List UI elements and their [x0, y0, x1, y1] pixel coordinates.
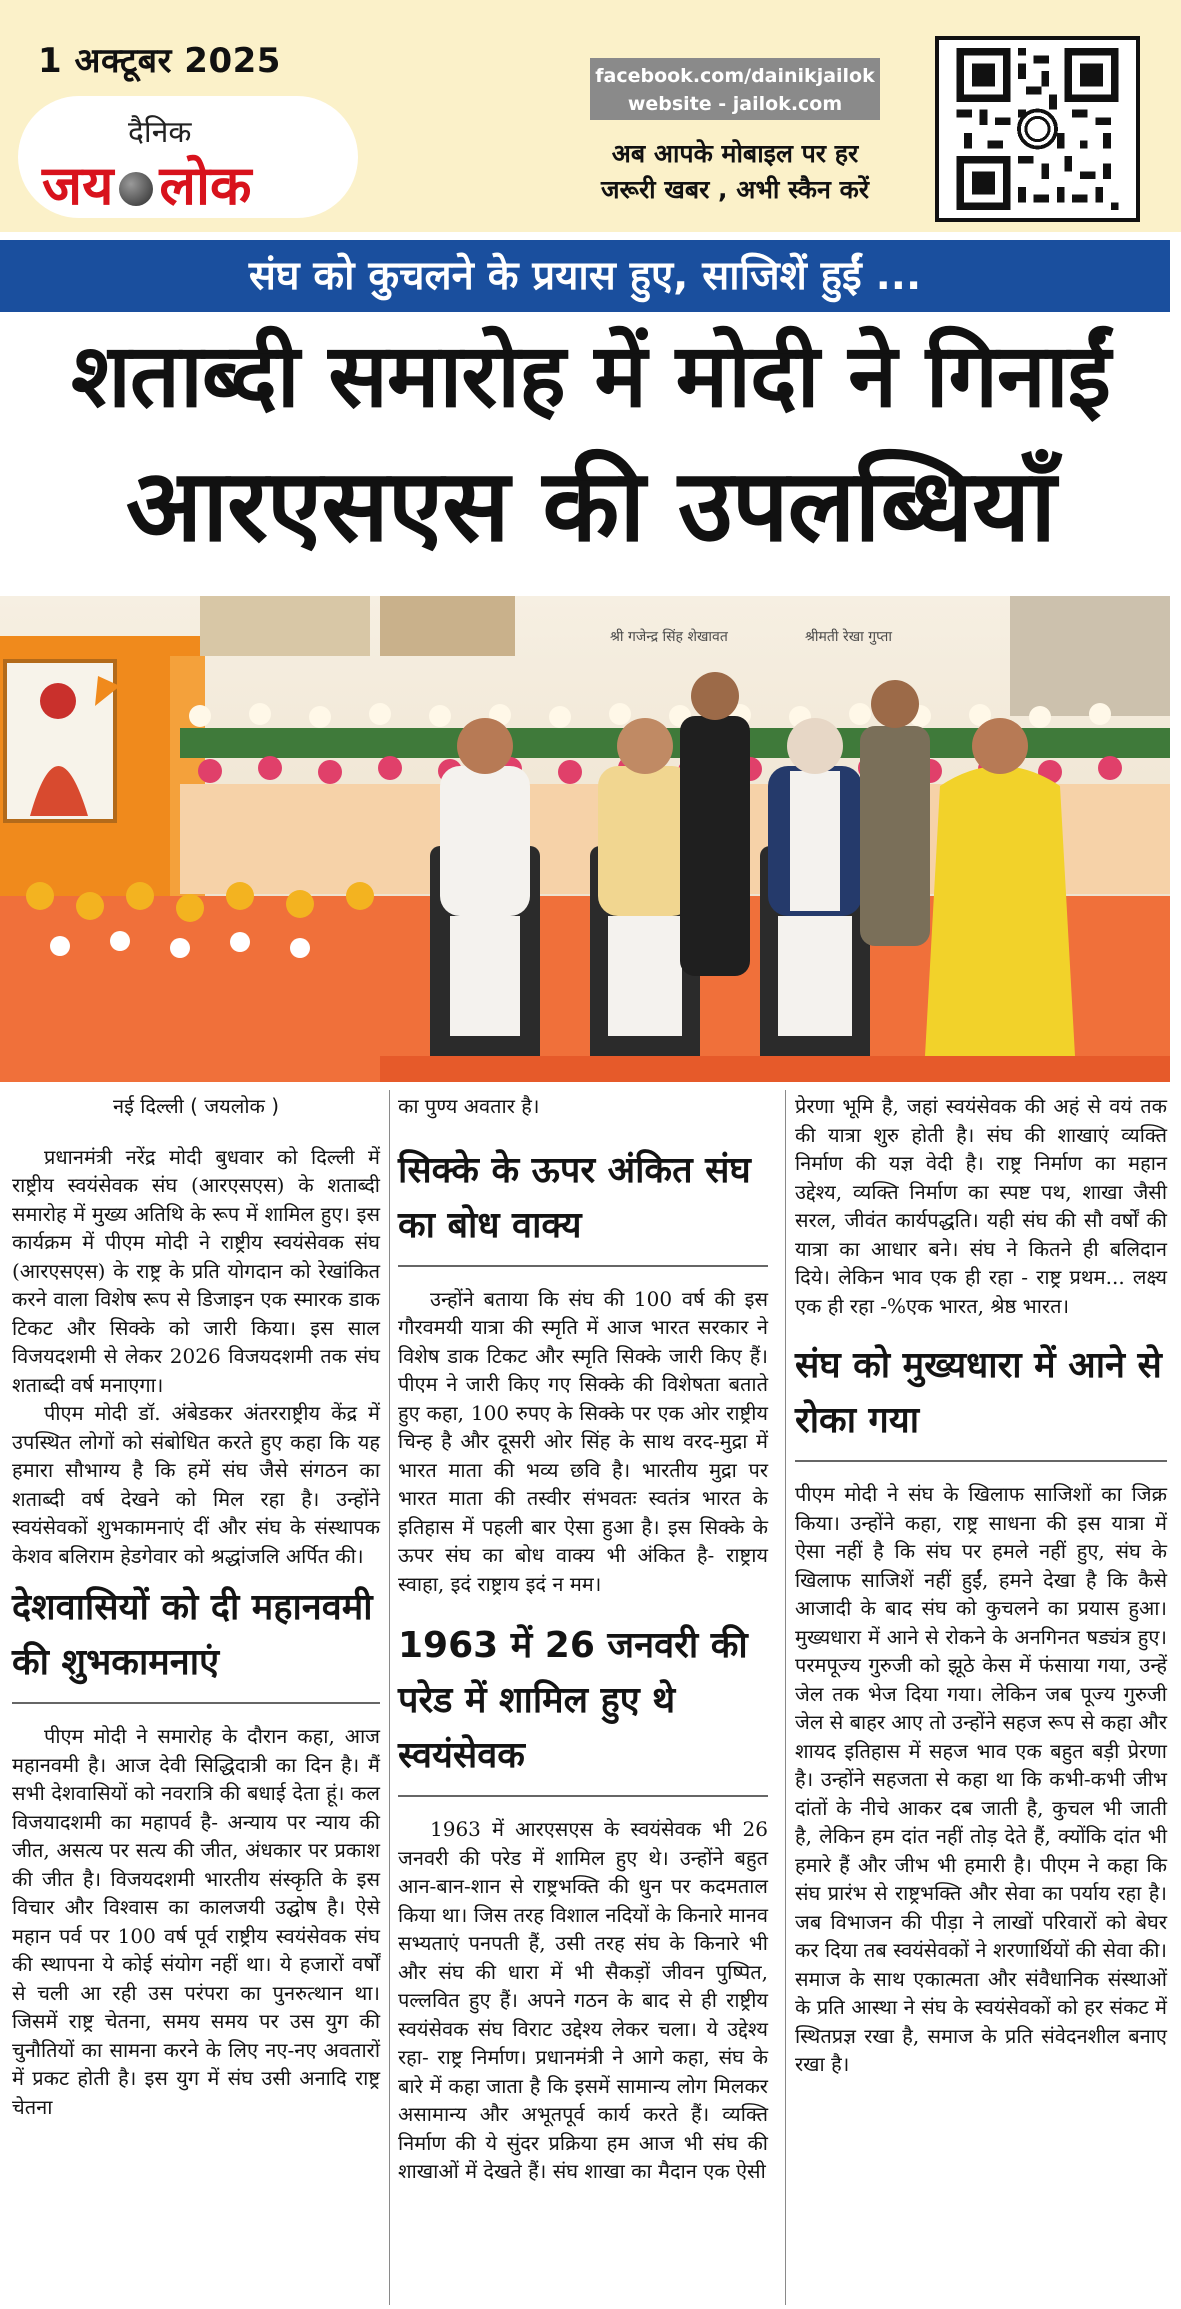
photo-caption-right: श्रीमती रेखा गुप्ता: [805, 629, 893, 645]
logo-word-jai: जय: [42, 154, 114, 217]
subheading-parade: 1963 में 26 जनवरी की परेड में शामिल हुए थे स्वयंसेवक: [398, 1618, 768, 1797]
column-divider-2: [785, 1090, 786, 2305]
social-links-box: [590, 58, 880, 120]
issue-date: 1 अक्टूबर 2025: [38, 41, 281, 81]
paragraph: पीएम मोदी ने समारोह के दौरान कहा, आज महानवमी है। आज देवी सिद्धिदात्री का दिन है। मैं सभी देशवासियों को नवरात्रि की बधाई देता हूं। कल विजयादशमी का महापर्व है- अन्याय पर न्याय की जीत, असत्य पर सत्य की जीत, अंधकार पर प्रकाश की जीत है। विजयदशमी भारतीय संस्कृति के इस विचार और विश्वास का कालजयी उद्घोष है। ऐसे महान पर्व पर 100 वर्ष पूर्व राष्ट्रीय स्वयंसेवक संघ की स्थापना ये कोई संयोग नहीं था। ये हजारों वर्षों से चली आ रही उस परंपरा का पुनरुत्थान था। जिसमें राष्ट्र चेतना, समय समय पर उस युग की चुनौतियों का सामना करने के लिए नए-नए अवतारों में प्रकट होती है। इस युग में संघ उसी अनादि राष्ट्र चेतना: [12, 1724, 380, 2119]
paragraph: प्रधानमंत्री नरेंद्र मोदी बुधवार को दिल्ली में राष्ट्रीय स्वयंसेवक संघ (आरएसएस) के शताब्दी समारोह में मुख्य अतिथि के रूप में शामिल हुए। इस कार्यक्रम में पीएम मोदी ने राष्ट्रीय स्वयंसेवक संघ (आरएसएस) के राष्ट्र के प्रति योगदान को रेखांकित करने वाला विशेष रूप से डिजाइन एक स्मारक डाक टिकट और सिक्के को जारी किया। इस साल विजयदशमी से लेकर 2026 विजयदशमी तक संघ शताब्दी वर्ष मनाएगा।: [12, 1144, 380, 1397]
logo-word-lok: लोक: [159, 154, 252, 217]
scan-prompt-line2: जरूरी खबर , अभी स्कैन करें: [600, 175, 870, 204]
paragraph: पीएम मोदी ने संघ के खिलाफ साजिशों का जिक्र किया। उन्होंने कहा, राष्ट्र साधना की इस यात्रा में ऐसा नहीं है कि संघ पर हमले नहीं हुए, संघ के खिलाफ साजिशें नहीं हुईं, हमने देखा है कि कैसे आजादी के बाद संघ को कुचलने का प्रयास हुआ। मुख्यधारा में आने से रोकने के अनगिनत षड्यंत्र हुए। परमपूज्य गुरुजी को झूठे केस में फंसाया गया, उन्हें जेल तक भेज दिया गया। लेकिन जब पूज्य गुरुजी जेल से बाहर आए तो उन्होंने सहज रूप से कहा और शायद इतिहास में सहज भाव एक बहुत बड़ी प्रेरणा है। उन्होंने सहजता से कहा था कि कभी-कभी जीभ दांतों के नीचे आकर दब जाती है, कुचल भी जाती है, लेकिन हम दांत नहीं तोड़ देते हैं, क्योंकि दांत भी हमारे हैं और जीभ भी हमारी है। पीएम ने कहा कि संघ प्रारंभ से राष्ट्रभक्ति और सेवा का पर्याय रहा है। जब विभाजन की पीड़ा ने लाखों परिवारों को बेघर कर दिया तब स्वयंसेवकों ने शरणार्थियों की सेवा की। समाज के साथ एकात्मता और संवैधानिक संस्थाओं के प्रति आस्था ने संघ के स्वयंसेवकों को हर संकट में स्थितप्रज्ञ रखा है, समाज के प्रति संवेदनशील बनाए रखा है।: [795, 1482, 1168, 2076]
qr-code-icon[interactable]: [935, 36, 1140, 222]
column-divider-1: [389, 1090, 390, 2305]
subheading-coin: सिक्के के ऊपर अंकित संघ का बोध वाक्य: [398, 1143, 768, 1267]
main-headline: [0, 316, 1181, 576]
newspaper-logo[interactable]: [18, 96, 358, 218]
facebook-link[interactable]: facebook.com/dainikjailok: [595, 65, 875, 87]
masthead: [0, 0, 1181, 232]
top-banner: संघ को कुचलने के प्रयास हुए, साजिशें हुईं ...: [0, 240, 1170, 312]
photo-caption-left: श्री गजेन्द्र सिंह शेखावत: [610, 629, 728, 645]
subheading-mahanavami: देशवासियों को दी महानवमी की शुभकामनाएं: [12, 1580, 380, 1704]
headline-line1: शताब्दी समारोह में मोदी ने गिनाईं: [71, 324, 1110, 427]
headline-line2: आरएसएस की उपलब्धियाँ: [125, 447, 1056, 564]
paragraph: उन्होंने बताया कि संघ की 100 वर्ष की इस गौरवमयी यात्रा की स्मृति में आज भारत सरकार ने विशेष डाक टिकट और स्मृति सिक्के जारी किए हैं। पीएम ने जारी किए गए सिक्के की विशेषता बताते हुए कहा, 100 रुपए के सिक्के पर एक ओर राष्ट्रीय चिन्ह है और दूसरी ओर सिंह के साथ वरद-मुद्रा में भारत माता की भव्य छवि है। भारतीय मुद्रा पर भारत माता की तस्वीर संभवतः स्वतंत्र भारत के इतिहास में पहली बार ऐसा हुआ है। इस सिक्के के ऊपर संघ का बोध वाक्य भी अंकित है- राष्ट्राय स्वाहा, इदं राष्ट्राय इदं न मम।: [398, 1286, 768, 1596]
dateline: नई दिल्ली ( जयलोक ): [112, 1094, 280, 1118]
globe-icon: [119, 172, 153, 206]
article-column-2: [398, 1092, 768, 2186]
paragraph: का पुण्य अवतार है।: [398, 1094, 540, 1118]
logo-small-text: दैनिक: [128, 115, 192, 150]
logo-main-text: [42, 146, 251, 220]
website-link[interactable]: website - jailok.com: [627, 93, 843, 115]
subheading-mainstream: संघ को मुख्यधारा में आने से रोका गया: [795, 1338, 1167, 1462]
paragraph: प्रेरणा भूमि है, जहां स्वयंसेवक की अहं से वयं तक की यात्रा शुरु होती है। संघ की शाखाएं व्यक्ति निर्माण की यज्ञ वेदी है। राष्ट्र निर्माण का महान उद्देश्य, व्यक्ति निर्माण का स्पष्ट पथ, शाखा जैसी सरल, जीवंत कार्यपद्धति। यही संघ की सौ वर्षों की यात्रा का आधार बने। संघ ने कितने ही बलिदान दिये। लेकिन भाव एक ही रहा - राष्ट्र प्रथम... लक्ष्य एक ही रहा -%एक भारत, श्रेष्ठ भारत।: [795, 1094, 1167, 1318]
paragraph: 1963 में आरएसएस के स्वयंसेवक भी 26 जनवरी की परेड में शामिल हुए थे। उन्होंने बहुत आन-बान-शान से राष्ट्रभक्ति की धुन पर कदमताल किया था। जिस तरह विशाल नदियों के किनारे मानव सभ्यताएं पनपती हैं, उसी तरह संघ के किनारे भी और संघ की धारा में भी सैकड़ों जीवन पुष्पित, पल्लवित हुए हैं। अपने गठन के बाद से ही राष्ट्रीय स्वयंसेवक संघ विराट उद्देश्य लेकर चला। ये उद्देश्य रहा- राष्ट्र निर्माण। प्रधानमंत्री ने आगे कहा, संघ के बारे में कहा जाता है कि इसमें सामान्य लोग मिलकर असामान्य और अभूतपूर्व कार्य करते हैं। व्यक्ति निर्माण की ये सुंदर प्रक्रिया हम आज भी संघ की शाखाओं में देखते हैं। संघ शाखा का मैदान एक ऐसी: [398, 1817, 768, 2183]
article-column-3: [795, 1092, 1167, 2079]
scan-prompt-line1: अब आपके मोबाइल पर हर: [611, 139, 859, 168]
scan-prompt: [560, 136, 910, 208]
article-column-1: [12, 1092, 380, 2121]
paragraph: पीएम मोदी डॉ. अंबेडकर अंतरराष्ट्रीय केंद्र में उपस्थित लोगों को संबोधित करते हुए कहा कि यह हमारा सौभाग्य है कि हमें संघ जैसे संगठन का शताब्दी वर्ष देखने को मिल रहा है। उन्होंने स्वयंसेवकों शुभकामनाएं दीं और संघ के संस्थापक केशव बलिराम हेडगेवार को श्रद्धांजलि अर्पित की।: [12, 1401, 380, 1568]
event-photo: [0, 596, 1170, 1082]
